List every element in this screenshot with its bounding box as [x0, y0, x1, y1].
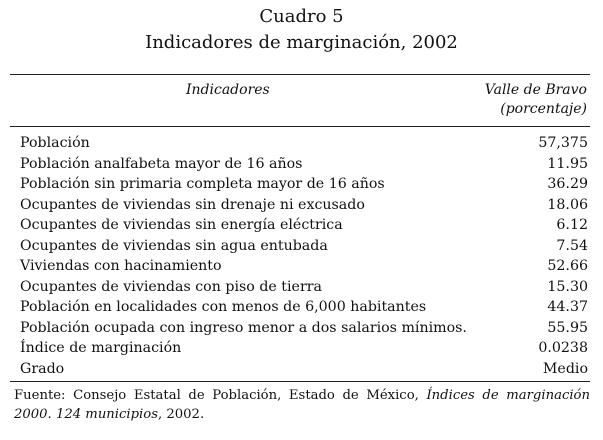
column-header-value-name: Valle de Bravo — [484, 82, 587, 98]
indicators-table-body — [20, 133, 588, 379]
table-title: Indicadores de marginación, 2002 — [145, 32, 458, 53]
source-suffix: , 2002. — [158, 407, 205, 422]
indicator-value: 7.54 — [556, 237, 588, 254]
indicator-value: 36.29 — [547, 176, 588, 192]
indicator-label: Población ocupada con ingreso menor a dos salarios mínimos. — [20, 319, 467, 336]
table-row — [20, 236, 588, 257]
indicator-label: Ocupantes de viviendas con piso de tierra — [20, 278, 322, 295]
column-header-value — [485, 81, 587, 119]
table-row — [20, 133, 588, 154]
indicator-value: 15.30 — [547, 278, 588, 295]
table-row — [20, 359, 588, 380]
indicator-value: 52.66 — [547, 258, 588, 274]
indicator-label: Viviendas con hacinamiento — [20, 258, 222, 274]
indicator-label: Población sin primaria completa mayor de 16 años — [20, 176, 385, 192]
header-rule — [10, 126, 590, 127]
indicator-label: Población en localidades con menos de 6,000 habitantes — [20, 299, 427, 315]
indicator-label: Índice de marginación — [20, 340, 182, 356]
table-row — [20, 297, 588, 318]
top-rule — [10, 74, 590, 75]
source-title: Índices de marginación 2000. 124 municipios — [14, 388, 590, 422]
table-row — [20, 215, 588, 236]
indicator-label: Población analfabeta mayor de 16 años — [20, 155, 303, 172]
bottom-rule — [10, 381, 590, 382]
table-number: Cuadro 5 — [259, 6, 344, 27]
indicator-value: 55.95 — [547, 319, 588, 336]
table-row — [20, 256, 588, 277]
table-row — [20, 195, 588, 216]
indicator-label: Ocupantes de viviendas sin energía eléctrica — [20, 217, 343, 233]
source-prefix: Fuente: Consejo Estatal de Población, Estado de México, — [14, 388, 427, 403]
table-row — [20, 318, 588, 339]
indicator-value: 57,375 — [538, 135, 588, 151]
indicator-value: 11.95 — [547, 155, 588, 172]
indicator-value: Medio — [542, 360, 588, 377]
table-row — [20, 174, 588, 195]
indicator-value: 44.37 — [547, 299, 588, 315]
indicator-value: 6.12 — [556, 217, 588, 233]
table-row — [20, 154, 588, 175]
indicator-value: 0.0238 — [538, 340, 588, 356]
table-row — [20, 277, 588, 298]
column-header-indicators: Indicadores — [186, 82, 270, 98]
column-header-value-unit: (porcentaje) — [500, 101, 587, 117]
indicator-label: Grado — [20, 360, 65, 377]
indicator-value: 18.06 — [547, 196, 588, 213]
indicator-label: Ocupantes de viviendas sin agua entubada — [20, 237, 328, 254]
source-note — [14, 386, 590, 424]
indicator-label: Población — [20, 135, 90, 151]
indicator-label: Ocupantes de viviendas sin drenaje ni excusado — [20, 196, 365, 213]
table-row — [20, 338, 588, 359]
